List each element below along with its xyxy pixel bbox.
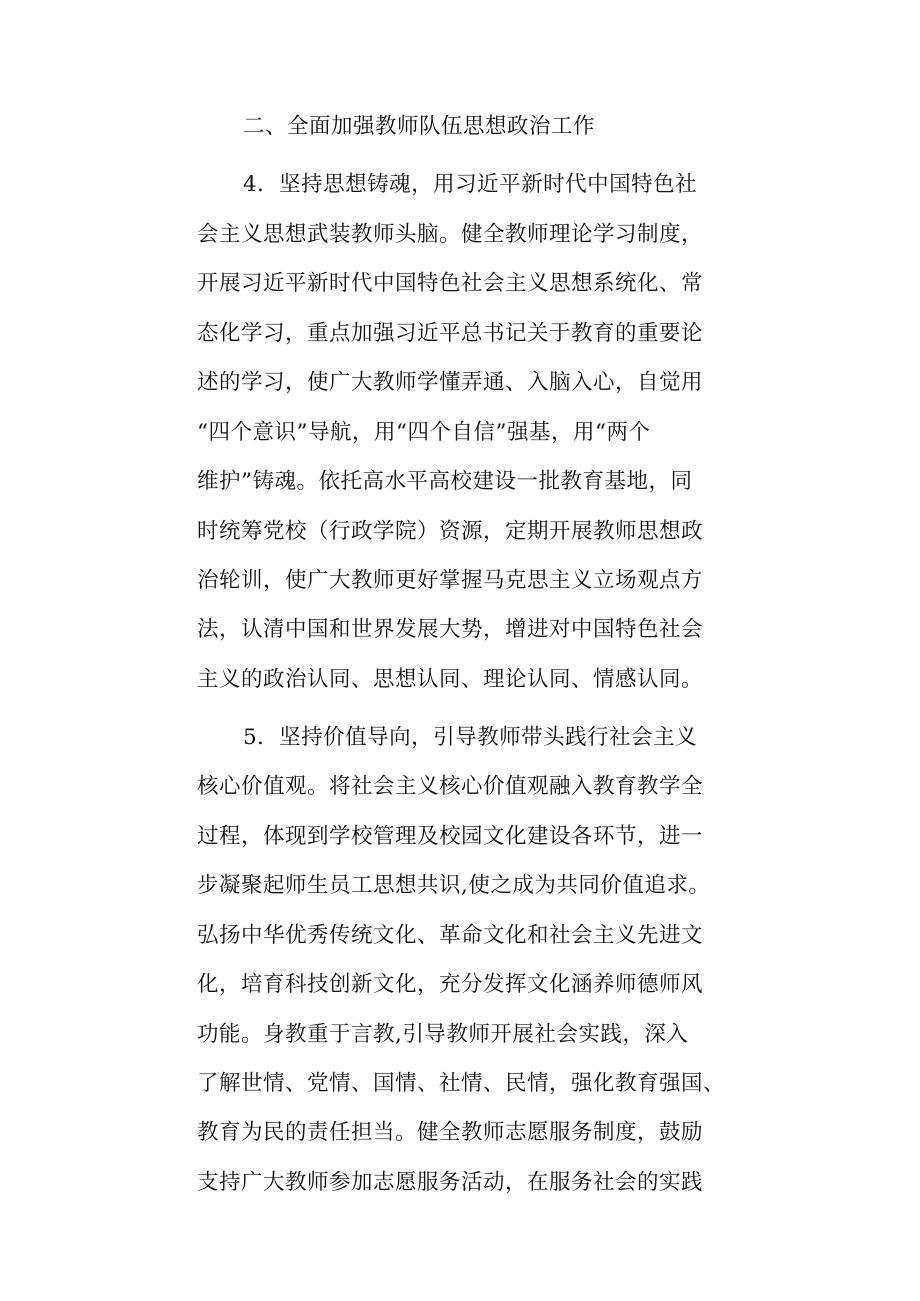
paragraph-line: 支持广大教师参加志愿服务活动，在服务社会的实践	[197, 1170, 704, 1195]
paragraph-line: 弘扬中华优秀传统文化、革命文化和社会主义先进文	[197, 923, 704, 948]
section-heading: 二、全面加强教师队伍思想政治工作	[243, 114, 596, 139]
paragraph-line: 述的学习，使广大教师学懂弄通、入脑入心，自觉用	[197, 370, 704, 395]
paragraph-line: 主义的政治认同、思想认同、理论认同、情感认同。	[197, 667, 704, 692]
paragraph-line: 化，培育科技创新文化，充分发挥文化涵养师德师风	[197, 972, 704, 997]
paragraph-line: 法，认清中国和世界发展大势，增进对中国特色社会	[197, 617, 704, 642]
paragraph-line: 治轮训，使广大教师更好掌握马克思主义立场观点方	[197, 568, 704, 593]
paragraph-line: 5．坚持价值导向，引导教师带头践行社会主义	[243, 725, 698, 750]
paragraph-line: “四个意识”导航，用“四个自信”强基，用“两个	[197, 420, 651, 445]
paragraph-line: 核心价值观。将社会主义核心价值观融入教育教学全	[197, 774, 704, 799]
paragraph-line: 了解世情、党情、国情、社情、民情，强化教育强国、	[197, 1071, 726, 1096]
paragraph-line: 4．坚持思想铸魂，用习近平新时代中国特色社	[243, 172, 698, 197]
paragraph-line: 教育为民的责任担当。健全教师志愿服务制度，鼓励	[197, 1120, 704, 1145]
paragraph-line: 会主义思想武装教师头脑。健全教师理论学习制度，	[197, 222, 704, 247]
paragraph-line: 过程，体现到学校管理及校园文化建设各环节，进一	[197, 824, 704, 849]
paragraph-line: 维护”铸魂。依托高水平高校建设一批教育基地，同	[197, 469, 693, 494]
paragraph-line: 时统筹党校（行政学院）资源，定期开展教师思想政	[197, 519, 704, 544]
paragraph-line: 态化学习，重点加强习近平总书记关于教育的重要论	[197, 321, 704, 346]
paragraph-line: 功能。身教重于言教,引导教师开展社会实践，深入	[197, 1022, 689, 1047]
paragraph-line: 步凝聚起师生员工思想共识,使之成为共同价值追求。	[197, 873, 711, 898]
paragraph-line: 开展习近平新时代中国特色社会主义思想系统化、常	[197, 271, 704, 296]
